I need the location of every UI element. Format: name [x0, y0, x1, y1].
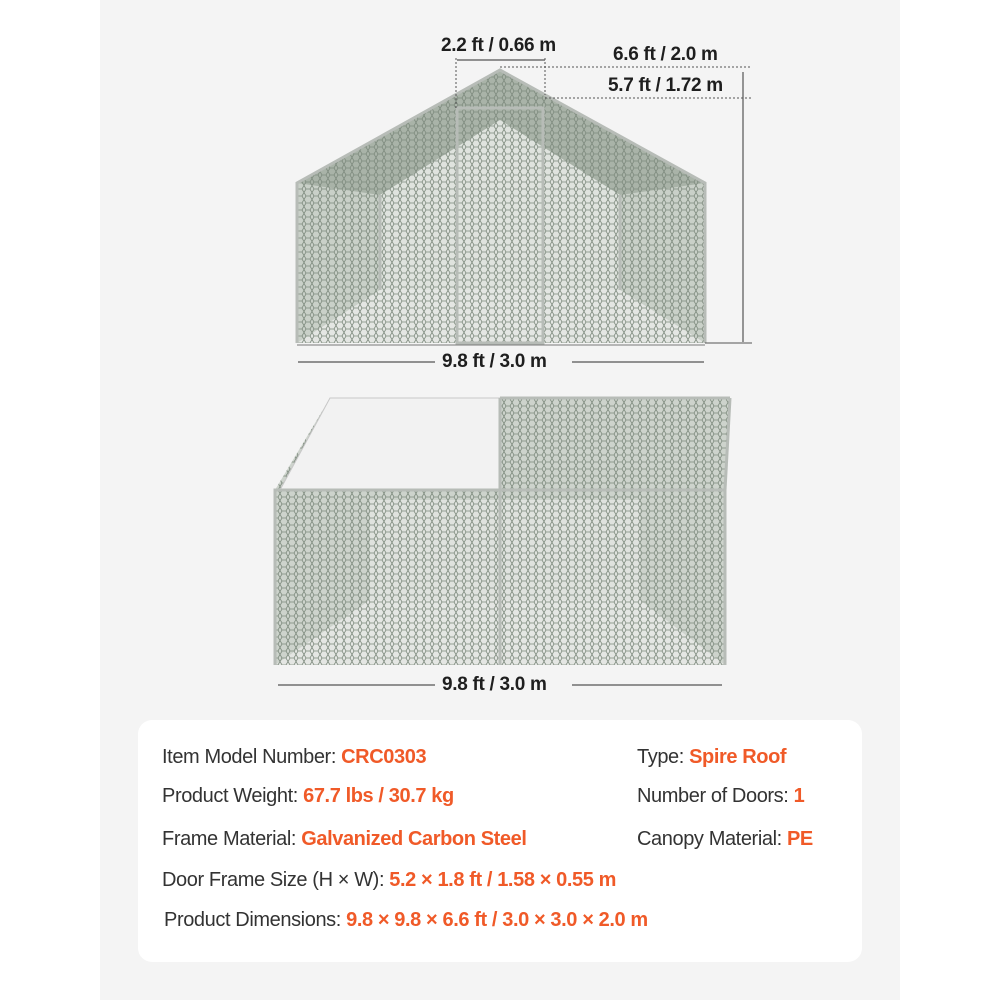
coop-side-view: [275, 398, 730, 665]
spec-dimensions: Product Dimensions: 9.8 × 9.8 × 6.6 ft / 3.0 × 3.0 × 2.0 m: [164, 909, 648, 931]
spec-card: [138, 720, 862, 962]
front-width-label: 9.8 ft / 3.0 m: [442, 351, 547, 372]
side-height-label: 5.7 ft / 1.72 m: [608, 75, 723, 96]
spec-door-size: Door Frame Size (H × W): 5.2 × 1.8 ft / 1.58 × 0.55 m: [162, 869, 616, 891]
spec-weight: Product Weight: 67.7 lbs / 30.7 kg: [162, 785, 454, 807]
pe-canopy: [280, 398, 500, 490]
spec-canopy: Canopy Material: PE: [637, 828, 813, 850]
spec-type: Type: Spire Roof: [637, 746, 787, 768]
spec-model: Item Model Number: CRC0303: [162, 746, 427, 768]
side-width-label: 9.8 ft / 3.0 m: [442, 674, 547, 695]
total-height-label: 6.6 ft / 2.0 m: [613, 44, 718, 65]
spec-doors: Number of Doors: 1: [637, 785, 805, 807]
coop-front-view: [297, 70, 705, 345]
door-width-label: 2.2 ft / 0.66 m: [441, 35, 556, 56]
spec-frame: Frame Material: Galvanized Carbon Steel: [162, 828, 527, 850]
